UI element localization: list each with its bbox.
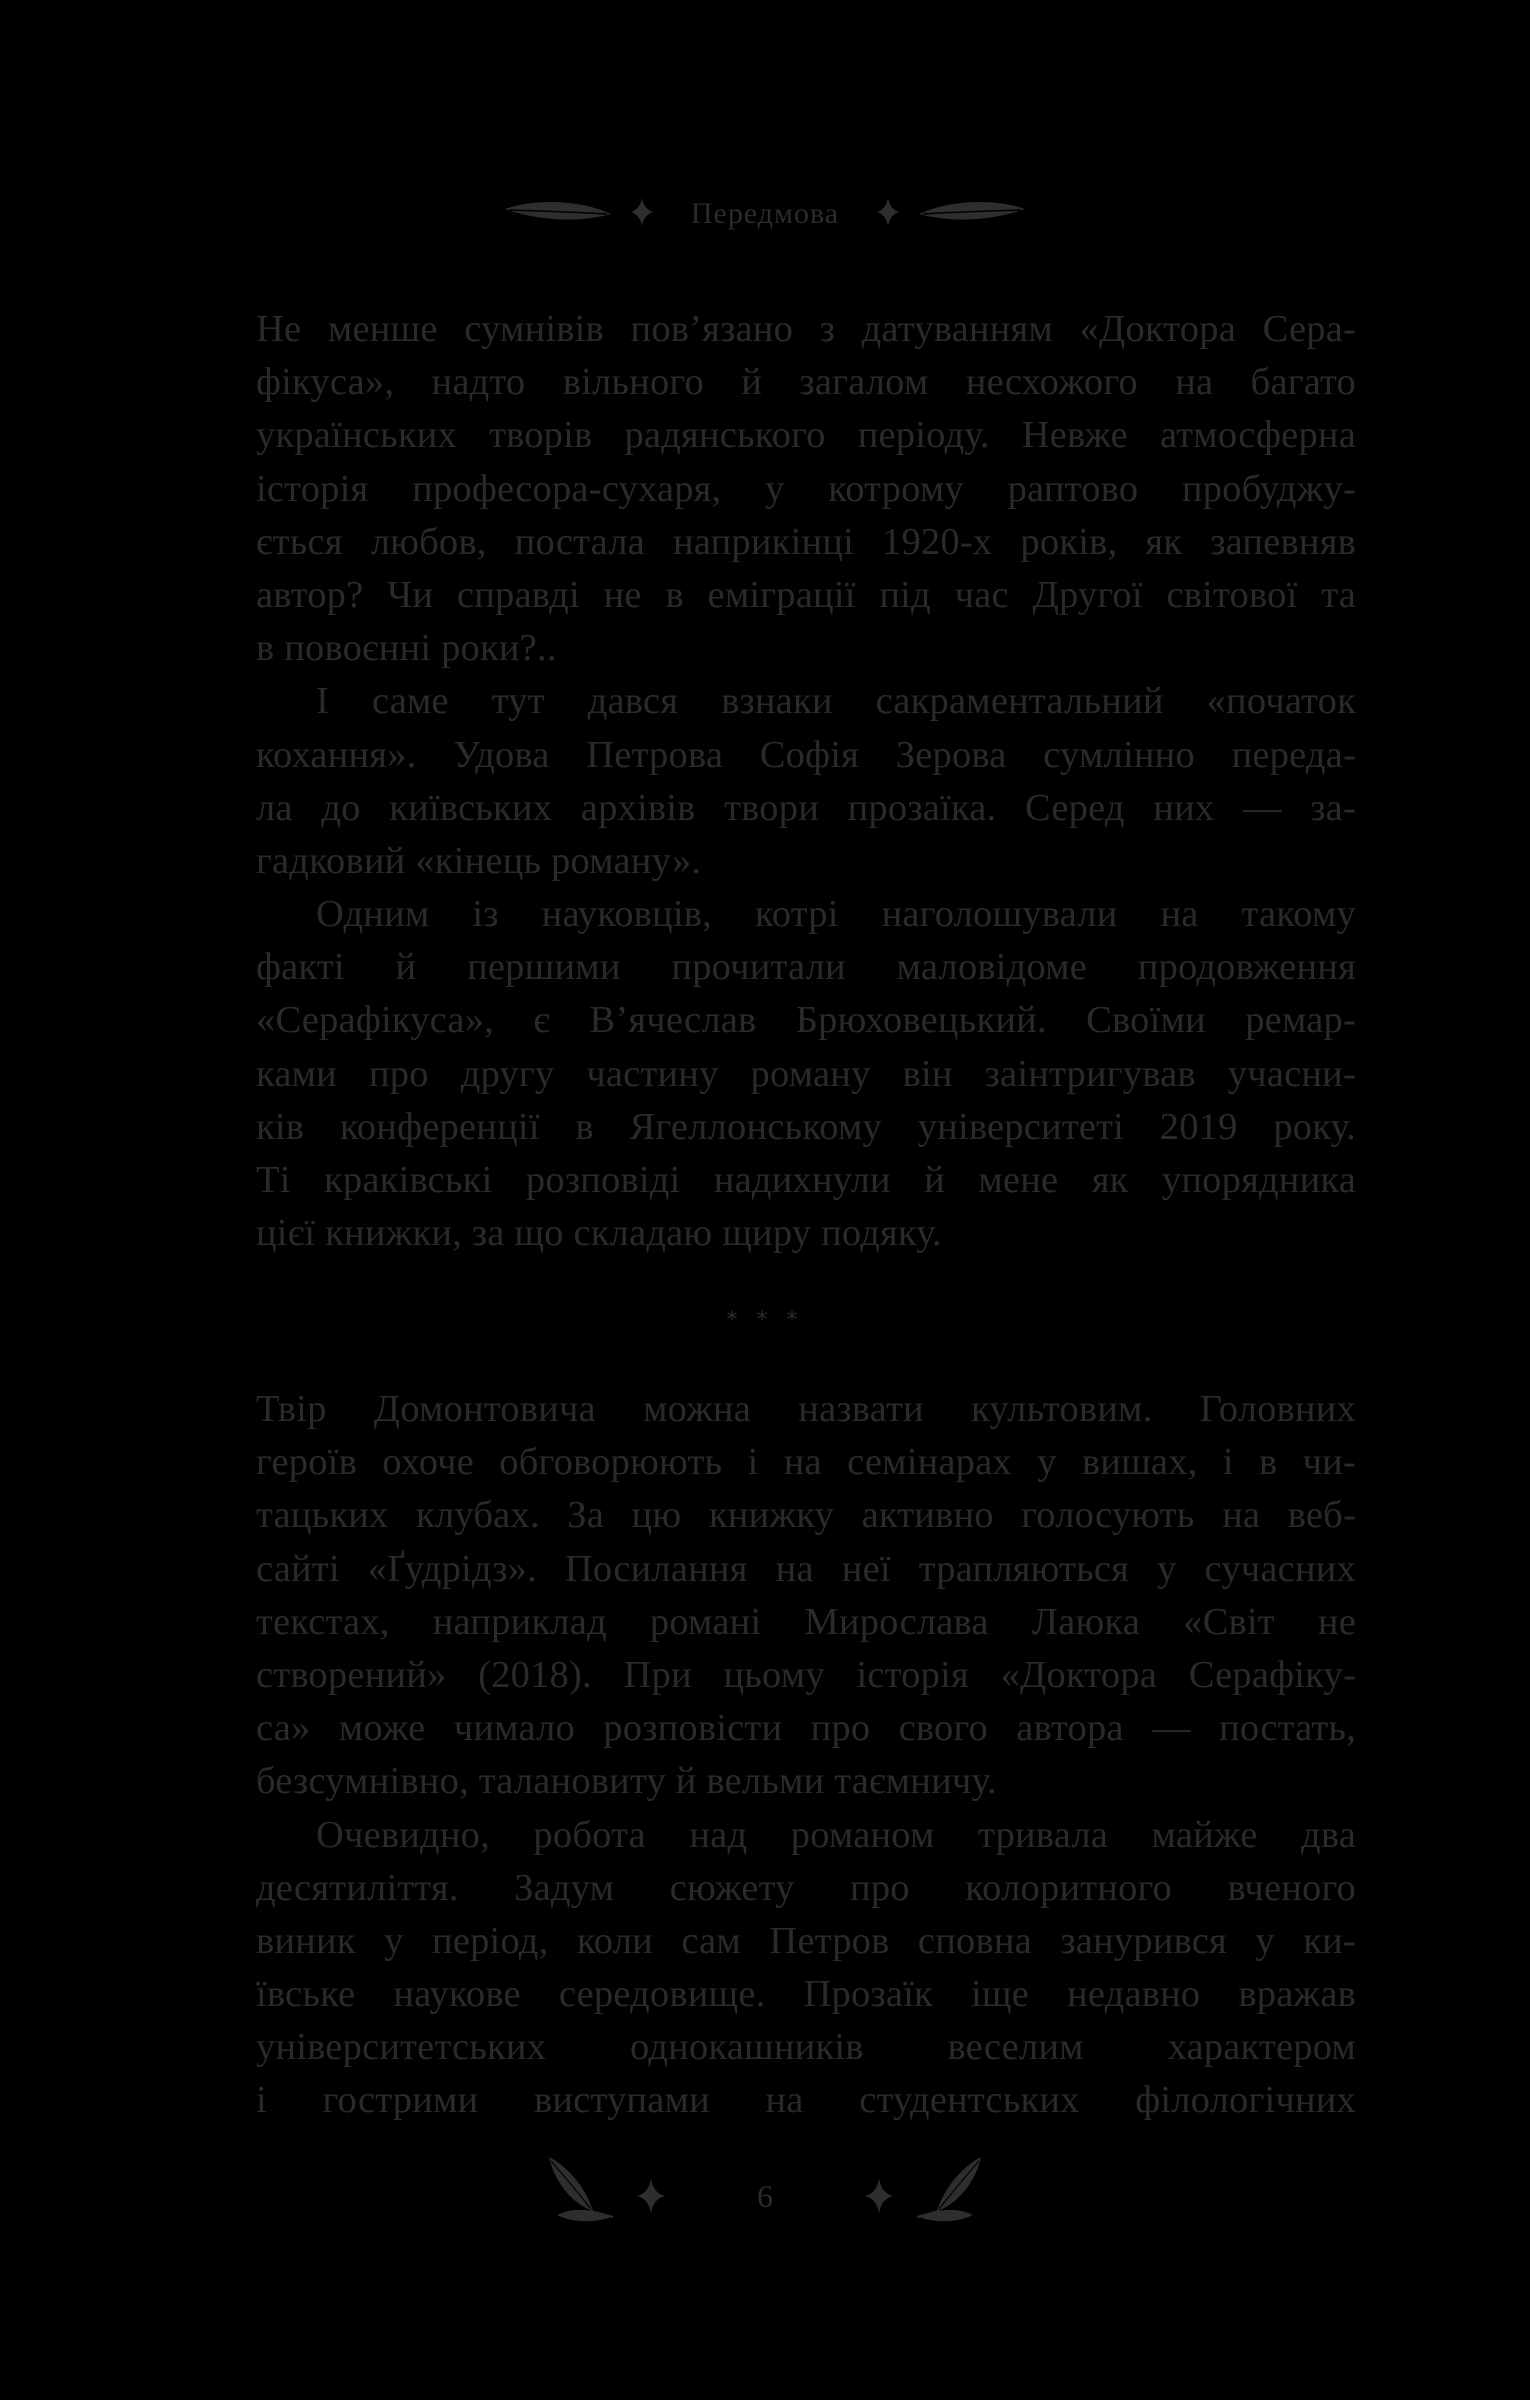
text-line: сайті «Ґудрідз». Посилання на неї трапляються у сучасних [256, 1547, 1356, 1590]
leaf-ornament-icon [503, 197, 613, 227]
text-line: Не менше сумнівів пов’язано з датуванням «Доктора Сера- [256, 308, 1356, 350]
text-line: ків конференції в Ягеллонському університеті 2019 року. [256, 1105, 1356, 1148]
text-line: героїв охоче обговорюють і на семінарах у вишах, і в чи- [256, 1441, 1356, 1484]
paragraph [256, 303, 1356, 675]
text-line: автор? Чи справді не в еміграції під час Другої світової та [256, 573, 1356, 616]
leaf-sprig-icon [545, 2155, 615, 2225]
text-line: ла до київських архівів твори прозаїка. Серед них — за- [256, 786, 1356, 829]
four-point-star-icon [631, 198, 653, 226]
paragraph [256, 675, 1356, 888]
body-text-section-2 [256, 1383, 1356, 2128]
text-line: ками про другу частину роману він заінтригував учасни- [256, 1052, 1356, 1095]
leaf-ornament-icon [917, 197, 1027, 227]
text-line: цієї книжки, за що складаю щиру подяку. [256, 1212, 942, 1255]
text-line: ється любов, постала наприкінці 1920-х років, як запевняв [256, 520, 1356, 563]
leaf-sprig-icon [915, 2155, 985, 2225]
section-separator: * * * [726, 1308, 804, 1333]
text-line: фікуса», надто вільного й загалом несхожого на багато [256, 361, 1356, 404]
chapter-title: Передмова [690, 197, 840, 230]
text-line: українських творів радянського періоду. Невже атмосферна [256, 414, 1356, 457]
text-line: Очевидно, робота над романом тривала майже два [316, 1813, 1356, 1856]
text-line: тацьких клубах. За цю книжку активно голосують на веб- [256, 1494, 1356, 1537]
text-line: текстах, наприклад романі Мирослава Лаюка «Світ не [256, 1600, 1356, 1643]
text-line: виник у період, коли сам Петров сповна занурився у ки- [256, 1919, 1356, 1962]
text-line: університетських однокашників веселим характером [256, 2026, 1356, 2069]
text-line: гадковий «кінець роману». [256, 839, 702, 882]
paragraph [256, 1383, 1356, 1809]
text-line: са» може чимало розповісти про свого автора — постать, [256, 1707, 1356, 1750]
body-text-section-1 [256, 303, 1356, 1260]
paragraph [256, 1809, 1356, 2128]
four-point-star-icon [877, 198, 899, 226]
text-line: факті й першими прочитали маловідоме продовження [256, 946, 1356, 989]
text-line: Одним із науковців, котрі наголошували на такому [316, 893, 1356, 936]
text-line: створений» (2018). При цьому історія «Доктора Серафіку- [256, 1653, 1356, 1696]
text-line: історія професора-сухаря, у котрому раптово пробуджу- [256, 467, 1356, 510]
four-point-star-icon [637, 2178, 665, 2214]
text-line: І саме тут дався взнаки сакраментальний «початок [316, 680, 1356, 723]
running-header [0, 182, 1530, 242]
text-line: «Серафікуса», є В’ячеслав Брюховецький. Своїми ремар- [256, 999, 1356, 1042]
four-point-star-icon [865, 2178, 893, 2214]
text-line: Ті краківські розповіді надихнули й мене як упорядника [256, 1159, 1356, 1201]
text-line: ївське наукове середовище. Прозаїк іще недавно вражав [256, 1973, 1356, 2016]
text-line: десятиліття. Задум сюжету про колоритного вченого [256, 1866, 1356, 1909]
page-footer [0, 2150, 1530, 2230]
text-line: в повоєнні роки?.. [256, 627, 557, 670]
text-line: Твір Домонтовича можна назвати культовим. Головних [256, 1388, 1356, 1430]
text-line: безсумнівно, талановиту й вельми таємничу. [256, 1760, 997, 1803]
paragraph [256, 888, 1356, 1260]
text-line: і гострими виступами на студентських філологічних [256, 2079, 1356, 2122]
text-line: кохання». Удова Петрова Софія Зерова сумлінно переда- [256, 733, 1356, 776]
page-number: 6 [757, 2177, 773, 2214]
